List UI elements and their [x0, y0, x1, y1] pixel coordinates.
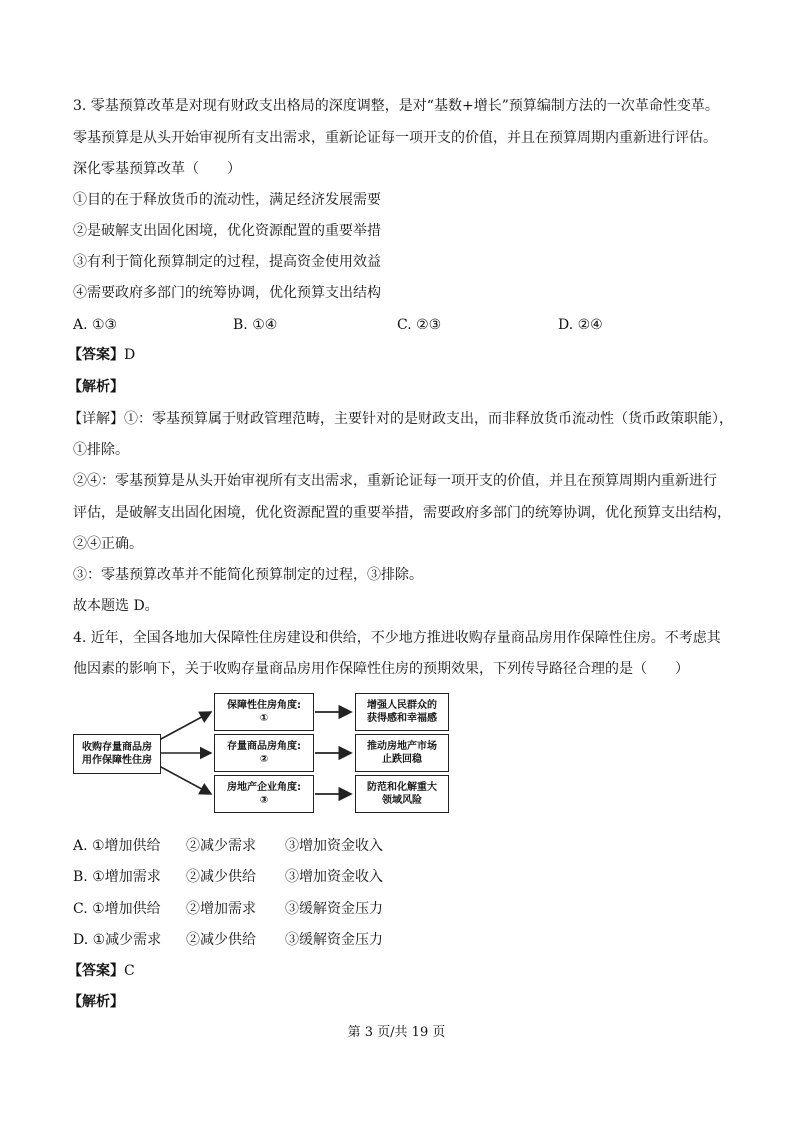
q4-answer-value: C: [124, 963, 135, 979]
q3-stem-line-3: 深化零基预算改革（ ）: [73, 161, 241, 177]
q3-option-b: B. ①④: [233, 317, 278, 333]
diagram-middle-mark-2: ②: [259, 754, 269, 765]
q4-option-b-part-3: ③增加资金收入: [285, 869, 383, 885]
diagram-middle-label-2: 存量商品房角度:: [227, 741, 301, 752]
q4-answer: [68, 962, 135, 980]
q4-option-a-part-2: ②减少需求: [186, 838, 256, 854]
q4-option-c-part-1: C. ①增加供给: [73, 901, 161, 917]
q3-item-3: ③有利于简化预算制定的过程，提高资金使用效益: [73, 254, 381, 270]
q4-option-d-part-3: ③缓解资金压力: [285, 932, 383, 948]
diagram-middle-label-3: 房地产企业角度:: [227, 782, 301, 793]
q3-item-1: ①目的在于释放货币的流动性，满足经济发展需要: [73, 192, 381, 208]
q3-option-a: A. ①③: [73, 317, 118, 333]
q3-analysis-line-1: 【详解】①：零基预算属于财政管理范畴，主要针对的是财政支出，而非释放货币流动性（货币政策职能），: [68, 411, 733, 427]
diagram-result-3-line-2: 领域风险: [382, 795, 422, 806]
q4-answer-label: 【答案】: [68, 963, 124, 979]
diagram-result-1-line-1: 增强人民群众的: [367, 700, 437, 711]
q3-answer: [68, 346, 135, 364]
diagram-middle-box-3: [214, 775, 314, 813]
q4-stem-line-2: 他因素的影响下，关于收购存量商品房用作保障性住房的预期效果，下列传导路径合理的是（ ）: [73, 661, 689, 677]
diagram-source-line-2: 用作保障性住房: [82, 755, 152, 766]
q4-option-b-part-1: B. ①增加需求: [73, 869, 161, 885]
diagram-middle-box-2: [214, 734, 314, 772]
diagram-result-box-2: [355, 734, 449, 772]
q3-stem-line-1: 3. 零基预算改革是对现有财政支出格局的深度调整，是对“基数+增长”预算编制方法的一次革命性变革。: [73, 98, 719, 114]
q4-analysis-label: 【解析】: [68, 994, 124, 1010]
page-footer: 第 3 页/共 19 页: [347, 1025, 446, 1040]
q4-option-c-part-2: ②增加需求: [186, 901, 256, 917]
diagram-result-2-line-1: 推动房地产市场: [367, 741, 437, 752]
diagram-source-box: [73, 734, 161, 774]
q4-stem-line-1: 4. 近年，全国各地加大保障性住房建设和供给，不少地方推进收购存量商品房用作保障性住房。不考虑其: [73, 630, 721, 646]
diagram-middle-mark-3: ③: [259, 795, 269, 806]
diagram-result-2-line-2: 止跌回稳: [382, 754, 422, 765]
diagram-result-3-line-1: 防范和化解重大: [367, 782, 437, 793]
diagram-result-box-1: [355, 693, 449, 731]
diagram-middle-mark-1: ①: [259, 713, 269, 724]
q3-stem-line-2: 零基预算是从头开始审视所有支出需求，重新论证每一项开支的价值，并且在预算周期内重新进行评估。: [73, 130, 717, 146]
q3-analysis-line-7: 故本题选 D。: [73, 598, 159, 614]
q3-analysis-line-3: ②④：零基预算是从头开始审视所有支出需求，重新论证每一项开支的价值，并且在预算周期内重新进行: [73, 473, 717, 489]
q3-analysis-line-6: ③：零基预算改革并不能简化预算制定的过程，③排除。: [73, 567, 423, 583]
q4-option-a-part-3: ③增加资金收入: [285, 838, 383, 854]
q3-analysis-line-5: ②④正确。: [73, 536, 143, 552]
q3-item-4: ④需要政府多部门的统筹协调，优化预算支出结构: [73, 285, 381, 301]
diagram-source-line-1: 收购存量商品房: [82, 742, 152, 753]
q3-option-c: C. ②③: [397, 317, 442, 333]
q3-item-2: ②是破解支出固化困境，优化资源配置的重要举措: [73, 223, 381, 239]
q3-analysis-line-2: ①排除。: [73, 442, 129, 458]
diagram-result-1-line-2: 获得感和幸福感: [367, 713, 437, 724]
q4-option-a-part-1: A. ①增加供给: [73, 838, 161, 854]
q3-analysis-line-4: 评估，是破解支出固化困境，优化资源配置的重要举措，需要政府多部门的统筹协调，优化预算支出结构，: [73, 505, 731, 521]
q4-option-d-part-2: ②减少供给: [186, 932, 256, 948]
diagram-middle-label-1: 保障性住房角度:: [227, 700, 301, 711]
q3-answer-label: 【答案】: [68, 347, 124, 363]
diagram-middle-box-1: [214, 693, 314, 731]
q3-answer-value: D: [124, 347, 136, 363]
diagram-result-box-3: [355, 775, 449, 813]
q4-option-c-part-3: ③缓解资金压力: [285, 901, 383, 917]
q3-option-d: D. ②④: [558, 317, 603, 333]
q4-option-b-part-2: ②减少供给: [186, 869, 256, 885]
q4-option-d-part-1: D. ①减少需求: [73, 932, 162, 948]
q3-analysis-label: 【解析】: [68, 379, 124, 395]
